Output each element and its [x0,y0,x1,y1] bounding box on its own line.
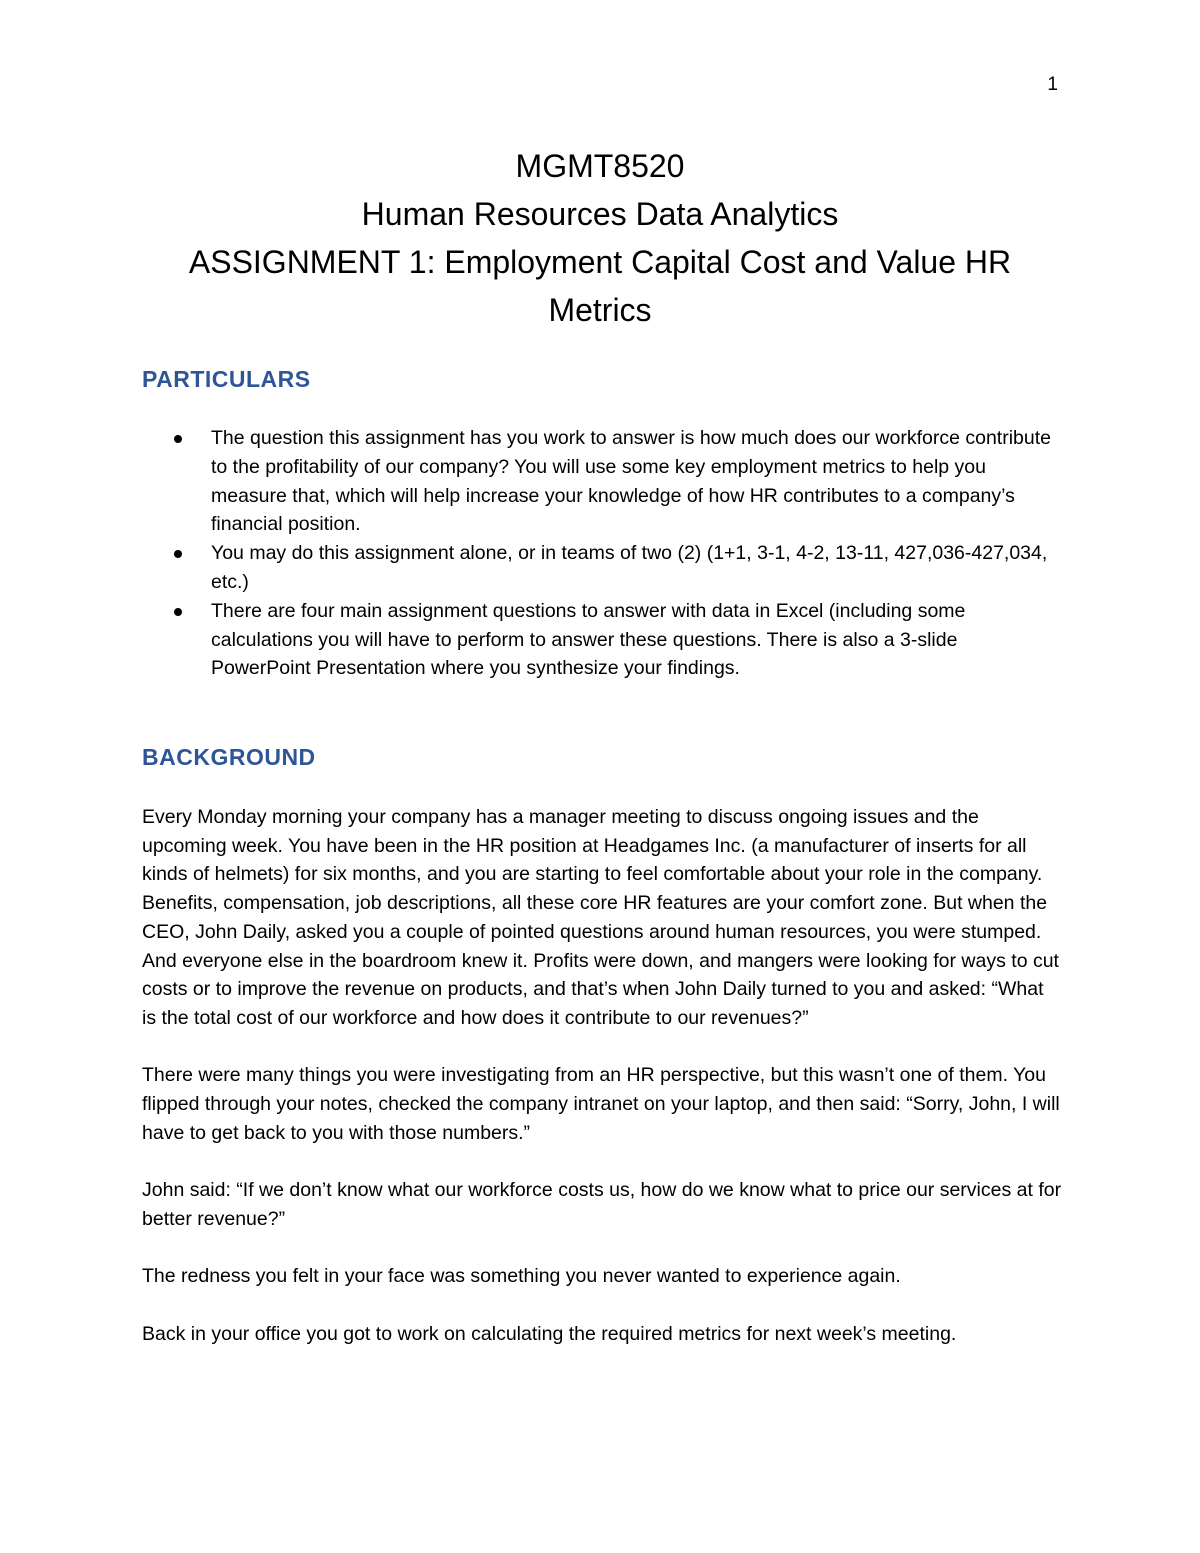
paragraph: Back in your office you got to work on calculating the required metrics for next week’s meeting. [142,1322,957,1345]
paragraph: John said: “If we don’t know what our workforce costs us, how do we know what to price our services at for better revenue?” [142,1179,1062,1230]
page-number: 1 [1047,74,1058,95]
list-item [142,597,1058,683]
particulars-list [142,424,1058,683]
paragraph: The redness you felt in your face was something you never wanted to experience again. [142,1265,901,1288]
document-title [142,142,1058,334]
list-item-text: The question this assignment has you work to answer is how much does our workforce contribute to the profitability of our company? You will use some key employment metrics to help you measure that, which will help increase your knowledge of how HR contributes to a company’s financial position. [211,427,1051,536]
course-code: MGMT8520 [515,148,685,184]
list-item [142,424,1058,539]
paragraph: Every Monday morning your company has a manager meeting to discuss ongoing issues and the upcoming week. You have been in the HR position at Headgames Inc. (a manufacturer of inserts for all kinds of helmets) for six months, and you are starting to feel comfortable about your role in the company. Benefits, compensation, job descriptions, all these core HR features are your comfort zone. But when the CEO, John Daily, asked you a couple of pointed questions around human resources, you were stumped. And everyone else in the boardroom knew it. Profits were down, and mangers were looking for ways to cut costs or to improve the revenue on products, and that’s when John Daily turned to you and asked: “What is the total cost of our workforce and how does it contribute to our revenues?” [142,806,1059,1029]
bullet-icon [174,435,182,443]
list-item-text: There are four main assignment questions to answer with data in Excel (including some calculations you will have to perform to answer these questions. There is also a 3-slide PowerPoint Presentation where you synthesize your findings. [211,599,966,680]
list-item [142,539,1058,597]
bullet-icon [174,550,182,558]
list-item-text: You may do this assignment alone, or in teams of two (2) (1+1, 3-1, 4-2, 13-11, 427,036-427,034, etc.) [211,542,1048,593]
course-name: Human Resources Data Analytics [361,196,839,232]
assignment-title-line-2: Metrics [548,292,652,328]
background-heading: BACKGROUND [142,744,316,770]
bullet-icon [174,608,182,616]
assignment-title-line-1: ASSIGNMENT 1: Employment Capital Cost and Value HR [188,244,1012,280]
background-body [142,803,1062,1377]
paragraph: There were many things you were investigating from an HR perspective, but this wasn’t one of them. You flipped through your notes, checked the company intranet on your laptop, and then said: “Sorry, John, I will have to get back to you with those numbers.” [142,1064,1060,1144]
particulars-heading: PARTICULARS [142,366,311,392]
